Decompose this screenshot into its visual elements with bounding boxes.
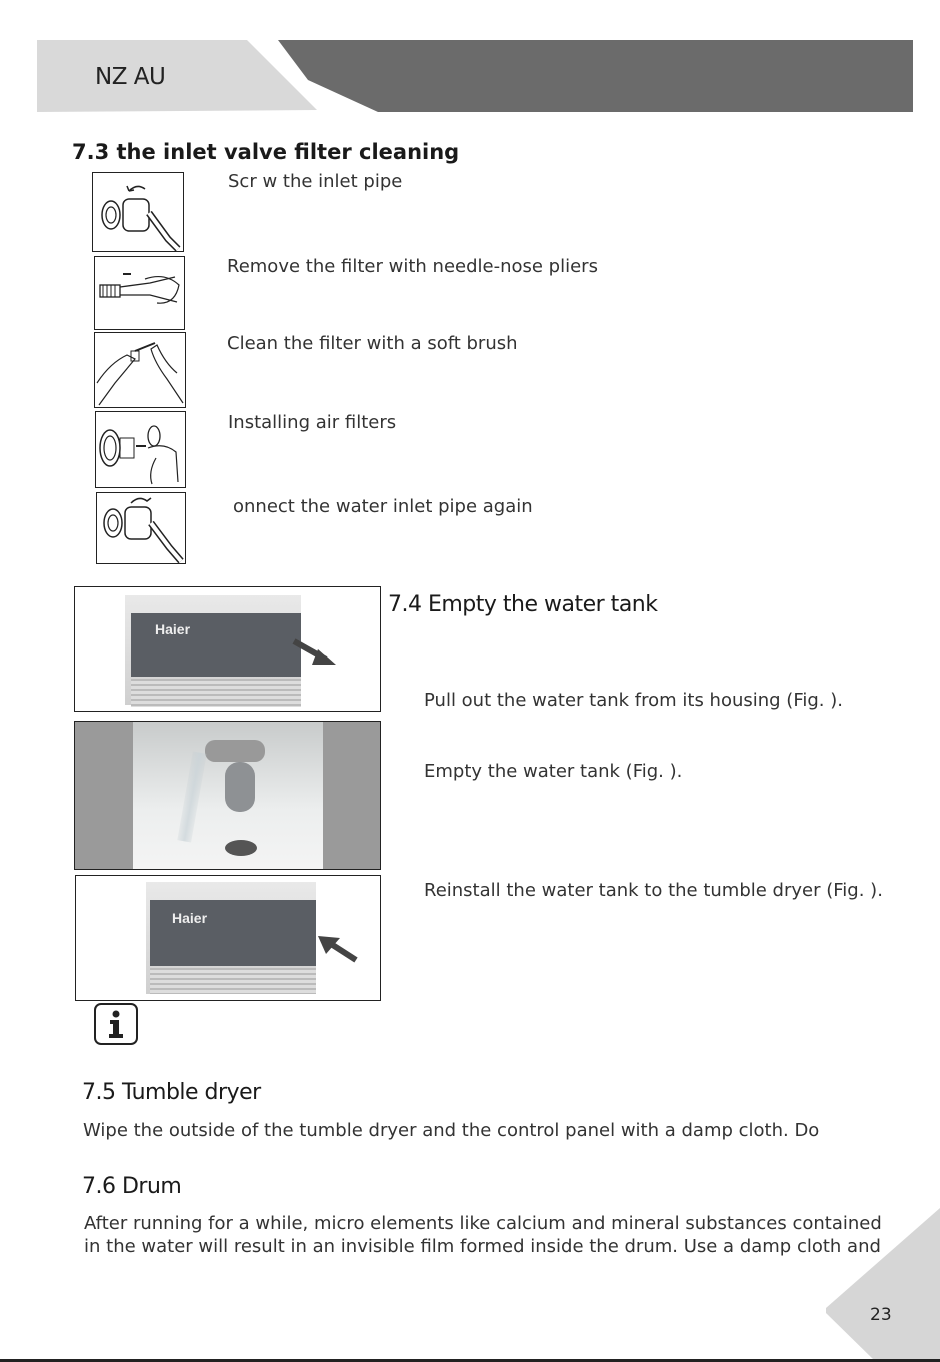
section-7-6-title: 7.6 Drum (82, 1174, 182, 1199)
page-number: 23 (870, 1305, 892, 1325)
section-7-3-title: 7.3 the inlet valve filter cleaning (72, 140, 460, 164)
tank-step-3-text: Reinstall the water tank to the tumble dryer (Fig. ). (424, 880, 883, 901)
section-7-6-line-2: in the water will result in an invisible film formed inside the drum. Use a damp cloth and (84, 1236, 881, 1257)
header-dark-band (278, 40, 913, 112)
section-7-6-line-1: After running for a while, micro elements like calcium and mineral substances contained (84, 1213, 882, 1234)
brand-logo: Haier (155, 621, 191, 637)
section-7-4-title: 7.4 Empty the water tank (388, 592, 658, 617)
header-light-tab (37, 40, 317, 112)
step-5-text: onnect the water inlet pipe again (233, 496, 533, 517)
section-7-5-text: Wipe the outside of the tumble dryer and the control panel with a damp cloth. Do (83, 1120, 820, 1141)
region-label: NZ AU (95, 64, 166, 90)
brand-logo-2: Haier (172, 910, 208, 926)
photo-empty-tank (74, 721, 381, 870)
tank-step-1-text: Pull out the water tank from its housing (Fig. ). (424, 690, 843, 711)
unscrew-pipe-icon (92, 172, 184, 252)
pliers-filter-icon (94, 256, 185, 330)
step-1-text: Scr w the inlet pipe (228, 171, 403, 192)
section-7-5-title: 7.5 Tumble dryer (82, 1080, 261, 1105)
install-filter-icon (95, 411, 186, 488)
step-4-text: Installing air filters (228, 412, 397, 433)
info-icon (94, 1003, 138, 1045)
photo-reinstall-tank (75, 875, 381, 1001)
connect-pipe-icon (96, 492, 186, 564)
step-2-text: Remove the filter with needle-nose pliers (227, 256, 598, 277)
brush-filter-icon (94, 332, 186, 408)
tank-step-2-text: Empty the water tank (Fig. ). (424, 761, 683, 782)
step-3-text: Clean the filter with a soft brush (227, 333, 518, 354)
photo-pull-out-tank (74, 586, 381, 712)
